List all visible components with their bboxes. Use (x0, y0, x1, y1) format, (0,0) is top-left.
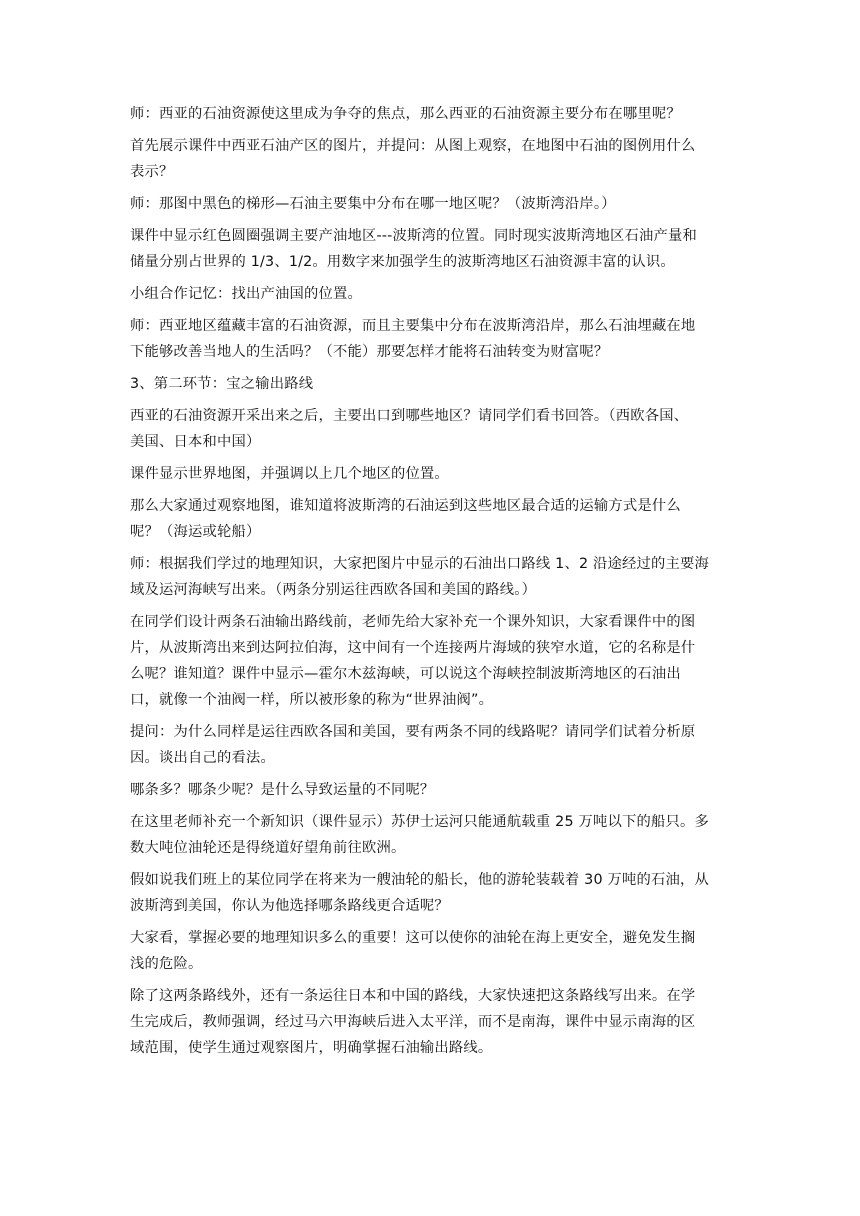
paragraph (130, 133, 730, 185)
text-line: 在这里老师补充一个新知识（课件显示）苏伊士运河只能通航载重 25 万吨以下的船只。多 (130, 814, 709, 830)
text-line: 那么大家通过观察地图，谁知道将波斯湾的石油运到这些地区最合适的运输方式是什么 (130, 498, 681, 514)
paragraph (130, 461, 730, 487)
text-line: 哪条多？哪条少呢？是什么导致运量的不同呢？ (130, 782, 435, 798)
text-line: 么呢？谁知道？课件中显示—霍尔木兹海峡，可以说这个海峡控制波斯湾地区的石油出 (130, 666, 681, 682)
text-line: 提问：为什么同样是运往西欧各国和美国，要有两条不同的线路呢？请同学们试着分析原 (130, 724, 696, 740)
text-line: 除了这两条路线外，还有一条运往日本和中国的路线，大家快速把这条路线写出来。在学 (130, 988, 696, 1004)
text-line: 假如说我们班上的某位同学在将来为一艘油轮的船长，他的游轮装载着 30 万吨的石油，从 (130, 872, 709, 888)
text-line: 小组合作记忆：找出产油国的位置。 (130, 286, 362, 302)
text-line: 课件显示世界地图，并强调以上几个地区的位置。 (130, 466, 449, 482)
paragraph (130, 403, 730, 455)
text-line: 在同学们设计两条石油输出路线前，老师先给大家补充一个课外知识，大家看课件中的图 (130, 614, 696, 630)
paragraph (130, 371, 730, 397)
text-line: 美国、日本和中国） (130, 434, 261, 450)
paragraph (130, 281, 730, 307)
text-line: 生完成后，教师强调，经过马六甲海峡后进入太平洋，而不是南海，课件中显示南海的区 (130, 1014, 696, 1030)
text-line: 师：根据我们学过的地理知识，大家把图片中显示的石油出口路线 1、2 沿途经过的主要海 (130, 556, 709, 572)
paragraph (130, 983, 730, 1061)
text-line: 片，从波斯湾出来到达阿拉伯海，这中间有一个连接两片海域的狭窄水道，它的名称是什 (130, 640, 696, 656)
text-line: 下能够改善当地人的生活吗？（不能）那要怎样才能将石油转变为财富呢？ (130, 344, 609, 360)
text-line: 表示？ (130, 164, 174, 180)
text-line: 口，就像一个油阀一样，所以被形象的称为“世界油阀”。 (130, 692, 494, 708)
text-line: 因。谈出自己的看法。 (130, 750, 275, 766)
text-line: 课件中显示红色圆圈强调主要产油地区---波斯湾的位置。同时现实波斯湾地区石油产量和 (130, 228, 697, 244)
text-line: 呢？（海运或轮船） (130, 524, 261, 540)
text-line: 波斯湾到美国，你认为他选择哪条路线更合适呢？ (130, 898, 449, 914)
text-line: 域范围，使学生通过观察图片，明确掌握石油输出路线。 (130, 1040, 493, 1056)
paragraph (130, 809, 730, 861)
paragraph (130, 719, 730, 771)
text-line: 师：西亚的石油资源使这里成为争夺的焦点，那么西亚的石油资源主要分布在哪里呢？ (130, 106, 681, 122)
paragraph (130, 223, 730, 275)
text-line: 数大吨位油轮还是得绕道好望角前往欧洲。 (130, 840, 406, 856)
paragraph (130, 101, 730, 127)
text-line: 3、第二环节：宝之输出路线 (130, 376, 314, 392)
paragraph (130, 777, 730, 803)
text-line: 首先展示课件中西亚石油产区的图片，并提问：从图上观察，在地图中石油的图例用什么 (130, 138, 696, 154)
text-line: 西亚的石油资源开采出来之后，主要出口到哪些地区？请同学们看书回答。（西欧各国、 (130, 408, 689, 424)
text-line: 师：西亚地区蕴藏丰富的石油资源，而且主要集中分布在波斯湾沿岸，那么石油埋藏在地 (130, 318, 696, 334)
paragraph (130, 191, 730, 217)
document-body (130, 101, 730, 1067)
paragraph (130, 925, 730, 977)
text-line: 浅的危险。 (130, 956, 203, 972)
text-line: 师：那图中黑色的梯形—石油主要集中分布在哪一地区呢？（波斯湾沿岸。） (130, 196, 616, 212)
paragraph (130, 867, 730, 919)
text-line: 大家看，掌握必要的地理知识多么的重要！这可以使你的油轮在海上更安全，避免发生搁 (130, 930, 696, 946)
paragraph (130, 313, 730, 365)
text-line: 储量分别占世界的 1/3、1/2。用数字来加强学生的波斯湾地区石油资源丰富的认识。 (130, 254, 675, 270)
paragraph (130, 609, 730, 713)
paragraph (130, 551, 730, 603)
text-line: 域及运河海峡写出来。（两条分别运往西欧各国和美国的路线。） (130, 582, 537, 598)
paragraph (130, 493, 730, 545)
